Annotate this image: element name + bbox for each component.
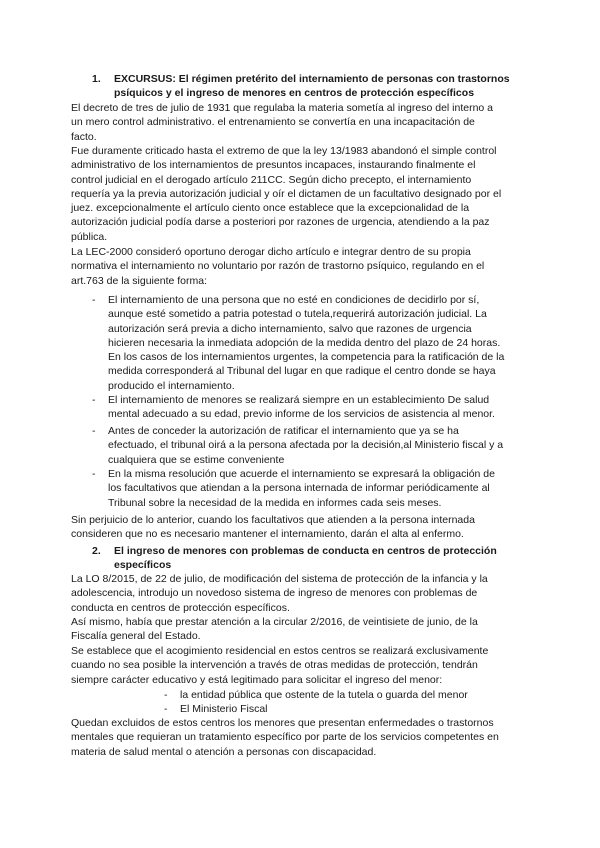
text-line: mentales que requieran un tratamiento específico por parte de los servicios competentes en — [71, 731, 499, 744]
list-dash: - — [92, 394, 96, 406]
paragraph-decree-1931 — [71, 101, 533, 144]
text-line: pública. — [71, 230, 108, 243]
list-dash: - — [164, 689, 168, 701]
text-line: mental adecuado a su edad, previo informe de los servicios de asistencia al menor. — [108, 408, 495, 421]
paragraph-lo-8-2015 — [71, 572, 533, 615]
text-line: requería ya la previa autorización judicial y oír el dictamen de un facultativo designado por el — [71, 187, 502, 200]
paragraph-exclusions — [71, 716, 533, 759]
text-line: autorización judicial podía darse a posteriori por razones de urgencia, atendiendo a la paz — [71, 216, 490, 229]
section-2-heading — [92, 544, 544, 573]
list-item-fiscal — [164, 702, 533, 716]
text-line: aunque esté sometido a patria potestad o tutela,requerirá autorización judicial. La — [108, 308, 487, 321]
text-line: El internamiento de menores se realizará siempre en un establecimiento De salud — [108, 394, 490, 406]
paragraph-circular-2-2016 — [71, 615, 533, 644]
section-1-title-line: EXCURSUS: El régimen pretérito del internamiento de personas con trastornos — [114, 73, 510, 85]
text-line: cuando no sea posible la intervención a través de otras medidas de protección, tendrán — [71, 659, 478, 672]
text-line: En los casos de los internamientos urgentes, la competencia para la ratificación de la — [108, 351, 505, 364]
text-line: un mero control administrativo. el entrenamiento se convertía en una incapacitación de — [71, 116, 475, 129]
text-line: En la misma resolución que acuerde el internamiento se expresará la obligación de — [108, 468, 495, 480]
text-line: Antes de conceder la autorización de ratificar el internamiento que ya se ha — [108, 425, 459, 437]
list-dash: - — [92, 294, 96, 306]
list-item-minors — [92, 393, 533, 422]
section-1-title-line: psíquicos y el ingreso de menores en centros de protección específicos — [114, 87, 475, 100]
text-line: La LO 8/2015, de 22 de julio, de modificación del sistema de protección de la infancia y la — [71, 573, 488, 585]
text-line: adolescencia, introdujo un novedoso sistema de ingreso de menores con problemas de — [71, 587, 478, 600]
text-line: Sin perjuicio de lo anterior, cuando los facultativos que atienden a la persona internada — [71, 514, 475, 526]
text-line: consideren que no es necesario mantener el internamiento, darán el alta al enfermo. — [71, 528, 464, 541]
text-line: facto. — [71, 130, 97, 143]
paragraph-ley-13-1983 — [71, 144, 533, 244]
list-item-reports — [92, 467, 533, 510]
text-line: art.763 de la siguiente forma: — [71, 274, 207, 287]
paragraph-residential-care — [71, 644, 533, 687]
text-line: producido el internamiento. — [108, 379, 235, 392]
text-line: La LEC-2000 consideró oportuno derogar dicho artículo e integrar dentro de su propia — [71, 246, 471, 258]
text-line: materia de salud mental o atención a personas con discapacidad. — [71, 745, 377, 758]
text-line: Tribunal sobre la necesidad de la medida en informes cada seis meses. — [108, 496, 442, 509]
section-2-number: 2. — [92, 545, 101, 557]
text-line: los facultativos que atiendan a la persona internada de informar periódicamente al — [108, 482, 490, 495]
section-1-heading — [92, 72, 544, 101]
text-line: autorización será previa a dicho internamiento, salvo que razones de urgencia — [108, 322, 472, 335]
text-line: El decreto de tres de julio de 1931 que regulaba la materia sometía al ingreso del interno a — [71, 102, 494, 114]
section-1-number: 1. — [92, 73, 101, 85]
paragraph-lec-2000 — [71, 245, 533, 288]
list-item-public-entity — [164, 688, 533, 702]
text-line: siempre carácter educativo y está legitimado para solicitar el ingreso del menor: — [71, 673, 443, 686]
list-dash: - — [92, 468, 96, 480]
text-line: Así mismo, había que prestar atención a la circular 2/2016, de veintisiete de junio, de la — [71, 616, 478, 628]
text-line: normativa el internamiento no voluntario por razón de trastorno psíquico, regulando en el — [71, 260, 485, 273]
text-line: El Ministerio Fiscal — [180, 703, 268, 715]
text-line: juez. excepcionalmente el artículo ciento once establece que la excepcionalidad de la — [71, 202, 470, 215]
text-line: la entidad pública que ostente de la tutela o guarda del menor — [180, 689, 468, 701]
text-line: administrativo de los internamientos de presuntos incapaces, instaurando finalmente el — [71, 159, 476, 172]
list-item-hearing — [92, 424, 533, 467]
text-line: conducta en centros de protección específicos. — [71, 601, 290, 614]
text-line: Se establece que el acogimiento residencial en estos centros se realizará exclusivamente — [71, 645, 489, 657]
list-dash: - — [92, 425, 96, 437]
text-line: medida corresponderá al Tribunal del lugar en que radique el centro donde se haya — [108, 365, 496, 378]
section-2-title-line: específicos — [114, 559, 172, 572]
text-line: Fiscalía general del Estado. — [71, 630, 201, 643]
text-line: Quedan excluidos de estos centros los menores que presentan enfermedades o trastornos — [71, 717, 494, 729]
text-line: efectuado, el tribunal oirá a la persona afectada por la decisión,al Ministerio fiscal y a — [108, 439, 504, 452]
text-line: control judicial en el derogado artículo 211CC. Según dicho precepto, el internamiento — [71, 173, 472, 186]
text-line: El internamiento de una persona que no esté en condiciones de decidirlo por sí, — [108, 294, 480, 306]
section-2-title-line: El ingreso de menores con problemas de conducta en centros de protección — [114, 545, 497, 557]
list-dash: - — [164, 703, 168, 715]
text-line: cualquiera que se estime conveniente — [108, 453, 285, 466]
text-line: Fue duramente criticado hasta el extremo de que la ley 13/1983 abandonó el simple control — [71, 145, 497, 157]
list-item-authorization — [92, 293, 533, 393]
text-line: hicieren necesaria la inmediata adopción de la medida dentro del plazo de 24 horas. — [108, 336, 501, 349]
paragraph-discharge — [71, 513, 533, 542]
